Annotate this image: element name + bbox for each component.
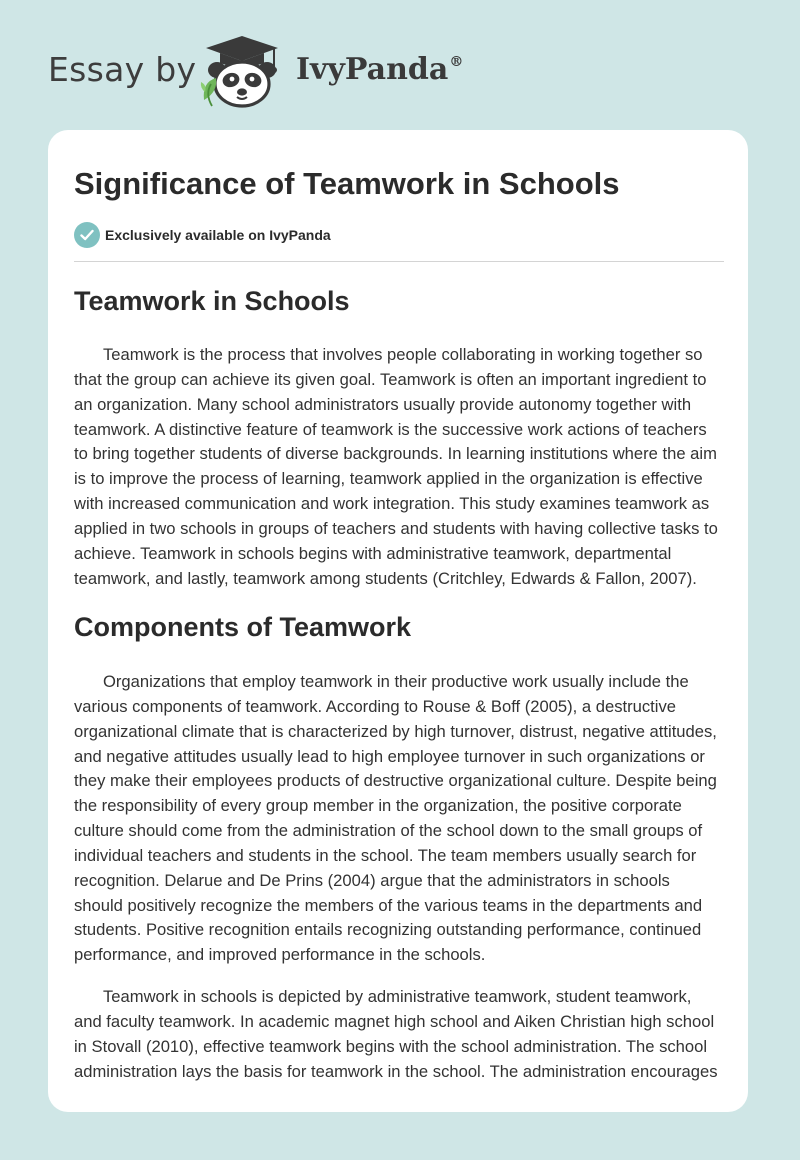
divider: [74, 261, 724, 262]
brand-name[interactable]: IvyPanda®: [296, 52, 464, 87]
paragraph: Organizations that employ teamwork in their productive work usually include the various components of teamwork. According to Rouse & Boff (2005), a destructive organizational climate that is characterized by high turnover, distrust, negative attitudes, and negative attitudes usually lead to high employee turnover in such organizations or they make their employees products of destructive organizational culture. Despite being the responsibility of every group member in the organization, the positive corporate culture should come from the administration of the school down to the small groups of individual teachers and students in the school. The team members usually search for recognition. Delarue and De Prins (2004) argue that the administrators in schools should positively recognize the members of the various teams in the departments and students. Positive recognition entails recognizing outstanding performance, continued performance, and improved performance in the schools.: [74, 672, 717, 965]
registered-mark: ®: [449, 54, 464, 70]
section-heading: Teamwork in Schools: [74, 286, 350, 316]
panda-logo-icon[interactable]: [200, 34, 296, 108]
page-title: Significance of Teamwork in Schools: [74, 166, 620, 201]
badge-label: Exclusively available on IvyPanda: [105, 227, 331, 243]
paragraph: Teamwork in schools is depicted by administrative teamwork, student teamwork, and faculty teamwork. In academic magnet high school and Aiken Christian high school in Stovall (2010), effective teamwork begins with the school administration. The school administration lays the basis for teamwork in the school. The administration encourages: [74, 987, 718, 1081]
essay-by-label: Essay by: [48, 50, 197, 89]
paragraph: Teamwork is the process that involves people collaborating in working together so that the group can achieve its given goal. Teamwork is often an important ingredient to an organization. Many school administrators usually provide autonomy together with teamwork. A distinctive feature of teamwork is the successive work actions of teachers to bring together students of diverse backgrounds. In learning institutions where the aim is to improve the process of learning, teamwork applied in the organization is effective with increased communication and work integration. This study examines teamwork as applied in two schools in groups of teachers and students with having collective tasks to achieve. Teamwork in schools begins with administrative teamwork, departmental teamwork, and lastly, teamwork among students (Critchley, Edwards & Fallon, 2007).: [74, 345, 718, 588]
article-card: [48, 130, 748, 1112]
checkmark-icon: [74, 222, 100, 248]
site-header: [0, 0, 800, 130]
exclusive-badge: [74, 222, 331, 248]
section-heading: Components of Teamwork: [74, 612, 412, 642]
